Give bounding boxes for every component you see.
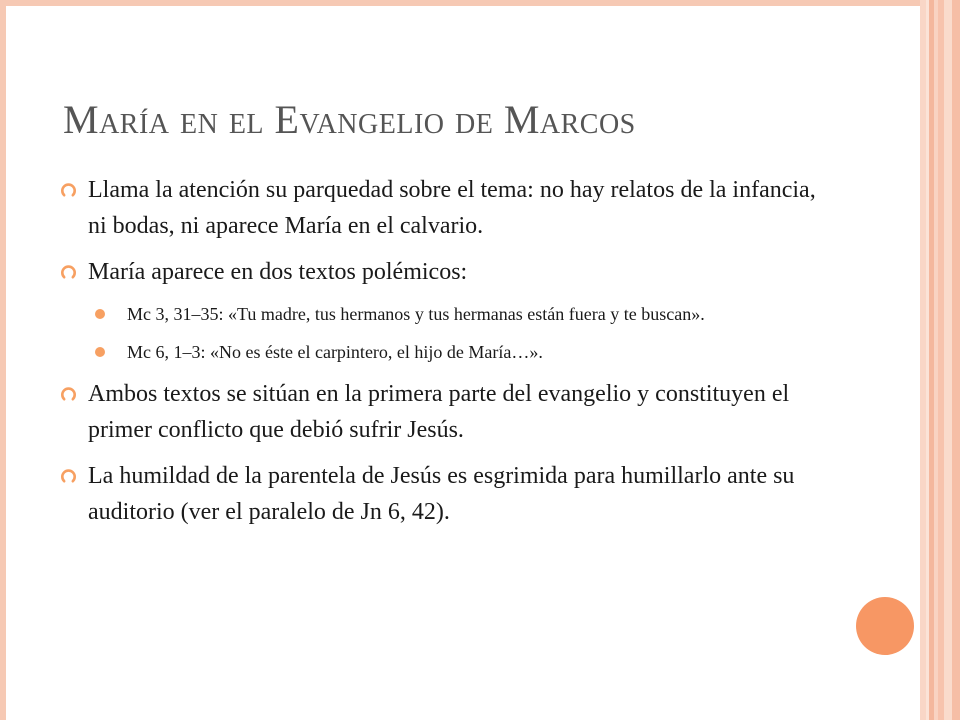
frame-top-border: [0, 0, 960, 6]
open-arc-bullet-icon: [60, 182, 77, 199]
bullet-item: [60, 458, 840, 530]
bullet-item: [60, 254, 840, 290]
frame-left-border: [0, 0, 6, 720]
dot-bullet-icon: [95, 309, 105, 319]
sub-bullet-text: Mc 3, 31–35: «Tu madre, tus hermanos y tus hermanas están fuera y te buscan».: [127, 304, 705, 324]
bullet-text: María aparece en dos textos polémicos:: [88, 259, 468, 285]
bullet-item: [60, 172, 840, 244]
bullet-item: [60, 376, 840, 448]
open-arc-bullet-icon: [60, 468, 77, 485]
slide-title: María en el Evangelio de Marcos: [63, 97, 636, 142]
bullet-text: Ambos textos se sitúan en la primera parte del evangelio y constituyen el primer conflicto que debió sufrir Jesús.: [88, 381, 790, 443]
sub-bullet-item: [60, 300, 840, 328]
open-arc-bullet-icon: [60, 386, 77, 403]
bullet-text: Llama la atención su parquedad sobre el tema: no hay relatos de la infancia, ni bodas, ni aparece María en el calvario.: [88, 177, 816, 239]
slide-content: [60, 172, 840, 540]
bullet-text: La humildad de la parentela de Jesús es esgrimida para humillarlo ante su auditorio (ver el paralelo de Jn 6, 42).: [88, 463, 795, 525]
open-arc-bullet-icon: [60, 264, 77, 281]
dot-bullet-icon: [95, 347, 105, 357]
decorative-circle: [856, 597, 914, 655]
decorative-stripe: [952, 0, 960, 720]
sub-bullet-text: Mc 6, 1–3: «No es éste el carpintero, el hijo de María…».: [127, 342, 543, 362]
sub-bullet-item: [60, 338, 840, 366]
decorative-stripe: [944, 0, 952, 720]
